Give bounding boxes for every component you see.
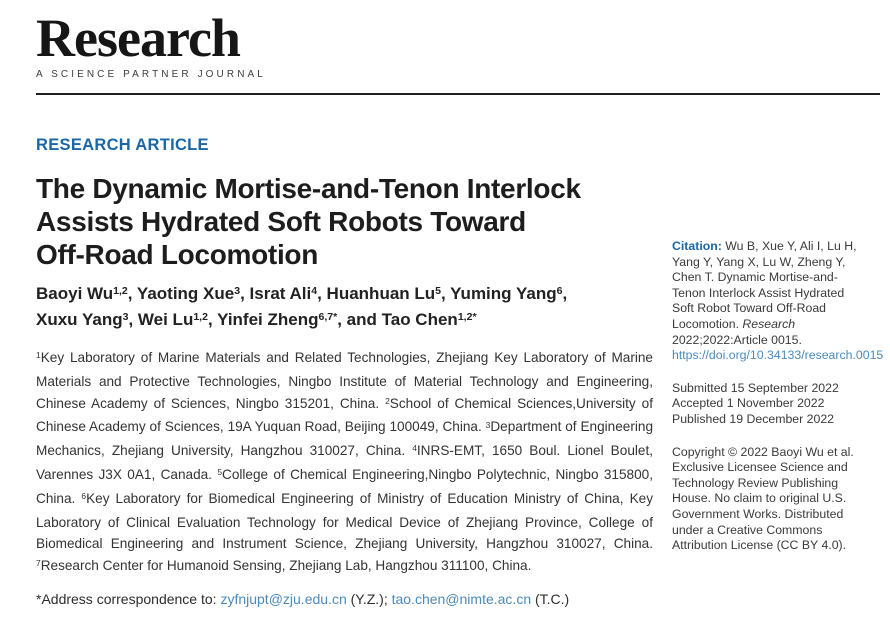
text-segment: , Wei Lu [128, 310, 194, 329]
text-segment: , and Tao Chen [337, 310, 458, 329]
text-segment: , [562, 284, 568, 303]
title-line: Off-Road Locomotion [36, 239, 319, 270]
text-segment: Xuxu Yang [36, 310, 123, 329]
superscript: 5 [217, 467, 222, 478]
text-segment: INRS-EMT, 1650 Boul. Lionel Boulet, Varennes J3X 0A1, Canada. [36, 443, 654, 482]
superscript: 3 [234, 285, 241, 298]
text-segment: Wu B, Xue Y, Ali I, Lu H, Yang Y, Yang X, Lu W, Zheng Y, Chen T. Dynamic Mortise-and-Tenon Interlock Assist Hydrated Soft Robot Toward Off-Road Locomotion. [672, 239, 857, 331]
text-segment: *Address correspondence to: [36, 591, 221, 607]
superscript: 6 [556, 285, 563, 298]
superscript: 1,2 [113, 285, 128, 298]
header-divider [36, 93, 880, 95]
link[interactable]: https://doi.org/10.34133/research.0015 [672, 348, 884, 363]
text-segment: , Yaoting Xue [127, 284, 235, 303]
article-type-label: RESEARCH ARTICLE [36, 136, 209, 154]
text-segment: School of Chemical Sciences,University of Chinese Academy of Sciences, 19A Yuquan Road, Beijing 100049, China. [36, 395, 653, 435]
history-dates [672, 381, 864, 428]
superscript: 6,7* [318, 311, 338, 324]
article-title [36, 172, 653, 271]
submitted-date: Submitted 15 September 2022 [672, 380, 839, 395]
title-line: Assists Hydrated Soft Robots Toward [36, 206, 526, 237]
text-segment: Key Laboratory for Biomedical Engineering of Ministry of Education Ministry of China, Key Laboratory of Clinical Evaluation Technology for Medical Device of Zhejiang Province, College of Biomedical Engineering and Instrument Science, Zhejiang University, Hangzhou 310027, China. [36, 490, 653, 552]
superscript: 1,2* [457, 311, 477, 324]
journal-tagline: A SCIENCE PARTNER JOURNAL [36, 69, 266, 80]
superscript: 4 [412, 443, 417, 454]
author-list [36, 282, 653, 334]
text-segment: (Y.Z.); [346, 591, 392, 607]
article-info-sidebar [672, 239, 884, 571]
article-header [36, 172, 653, 579]
superscript: 2 [385, 395, 390, 406]
correspondence-note [36, 591, 653, 607]
superscript: 7 [36, 558, 41, 569]
superscript: 6 [81, 491, 87, 501]
text-segment: , Yuming Yang [441, 284, 557, 303]
text-segment: (T.C.) [531, 591, 570, 607]
text-segment: College of Chemical Engineering,Ningbo Polytechnic, Ningbo 315800, China. [36, 466, 654, 506]
text-segment: 2022;2022:Article 0015. [672, 332, 802, 347]
superscript: 3 [485, 419, 491, 430]
copyright-notice: Copyright © 2022 Baoyi Wu et al. Exclusive Licensee Science and Technology Review Publishing House. No claim to original U.S. Government Works. Distributed under a Creative Commons Attribution License (CC BY 4.0). [672, 444, 854, 553]
accepted-date: Accepted 1 November 2022 [672, 396, 825, 411]
affiliations [36, 347, 653, 579]
text-segment: Department of Engineering Mechanics, Zhejiang University, Hangzhou 310027, China. [36, 419, 654, 459]
superscript: 4 [311, 285, 318, 298]
text-segment: , Yinfei Zheng [207, 310, 319, 329]
superscript: 3 [122, 311, 129, 324]
citation-block [672, 239, 884, 364]
journal-masthead [36, 10, 266, 80]
text-segment: Key Laboratory of Marine Materials and Related Technologies, Zhejiang Key Laboratory of Marine Materials and Protective Technologies, Ningbo Institute of Material Technology and Engineering, Chinese Academy of Sciences, Ningbo 315201, China. [36, 350, 653, 411]
superscript: 1,2 [193, 311, 208, 324]
text-segment: Research [742, 316, 796, 331]
text-segment: , Israt Ali [240, 284, 312, 303]
link[interactable]: zyfnjupt@zju.edu.cn [220, 591, 347, 607]
title-line: The Dynamic Mortise-and-Tenon Interlock [36, 173, 581, 204]
text-segment: Citation: [672, 239, 722, 253]
superscript: 5 [435, 285, 442, 298]
superscript: 1 [36, 350, 41, 361]
text-segment: , Huanhuan Lu [317, 284, 436, 303]
text-segment: Baoyi Wu [36, 284, 114, 303]
link[interactable]: tao.chen@nimte.ac.cn [391, 591, 532, 607]
journal-logo: Research [36, 8, 240, 68]
text-segment: Research Center for Humanoid Sensing, Zhejiang Lab, Hangzhou 311100, China. [40, 558, 532, 574]
published-date: Published 19 December 2022 [672, 411, 835, 426]
